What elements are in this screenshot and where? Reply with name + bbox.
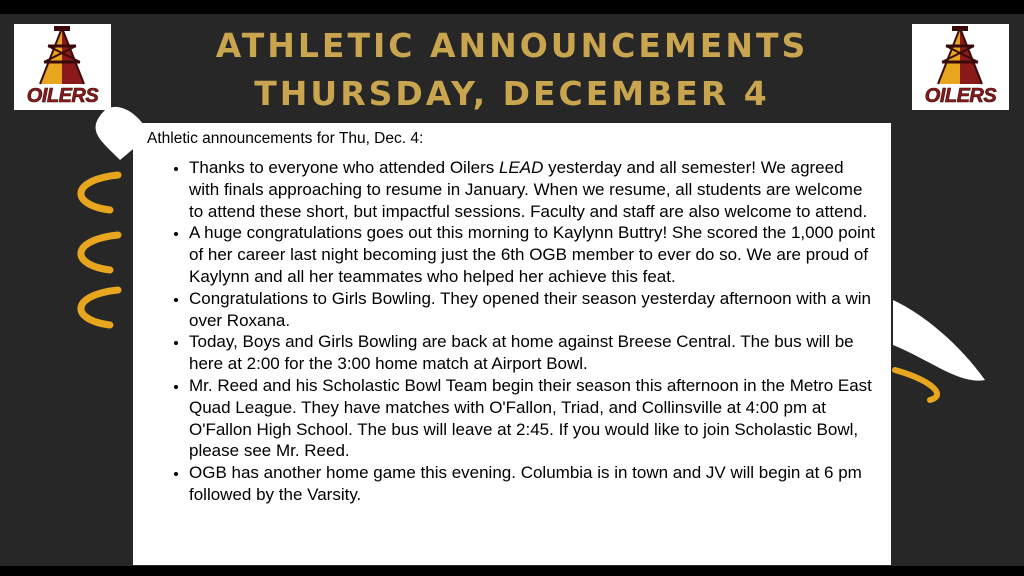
page-date-title: THURSDAY, DECEMBER 4 bbox=[254, 74, 770, 113]
oilers-logo-right bbox=[912, 24, 1009, 110]
item-text-start: Thanks to everyone who attended Oilers bbox=[189, 158, 499, 177]
logo-wordmark: OILERS bbox=[924, 85, 997, 107]
list-item: • A huge congratulations goes out this morning to Kaylynn Buttry! She scored the 1,000 point of her career last night becoming just the 6th OGB member to ever do so. We are proud of Kaylynn and all her teammates who helped her achieve this feat. bbox=[189, 222, 877, 287]
page-title: ATHLETIC ANNOUNCEMENTS bbox=[215, 26, 809, 65]
announcements-panel bbox=[133, 123, 891, 565]
announcements-intro: Athletic announcements for Thu, Dec. 4: bbox=[147, 130, 424, 147]
logo-wordmark: OILERS bbox=[26, 85, 99, 107]
announcements-list bbox=[147, 157, 877, 506]
list-item: • OGB has another home game this evening. Columbia is in town and JV will begin at 6 pm followed by the Varsity. bbox=[189, 462, 877, 506]
list-item bbox=[189, 157, 877, 222]
list-item: • Congratulations to Girls Bowling. They opened their season yesterday afternoon with a win over Roxana. bbox=[189, 288, 877, 332]
item-emphasis: LEAD bbox=[498, 158, 544, 177]
oilers-logo-left bbox=[14, 24, 111, 110]
item-text-end: yesterday and all semester! We agreed with finals approaching to resume in January. When we resume, all students are welcome to attend these short, but impactful sessions. Faculty and staff are also welcome to attend. bbox=[189, 158, 868, 221]
list-item: • Mr. Reed and his Scholastic Bowl Team begin their season this afternoon in the Metro East Quad League. They have matches with O'Fallon, Triad, and Collinsville at 4:00 pm at O'Fallon High School. The bus will leave at 2:45. If you would like to join Scholastic Bowl, please see Mr. Reed. bbox=[189, 375, 877, 462]
list-item: • Today, Boys and Girls Bowling are back at home against Breese Central. The bus will be here at 2:00 for the 3:00 home match at Airport Bowl. bbox=[189, 331, 877, 375]
